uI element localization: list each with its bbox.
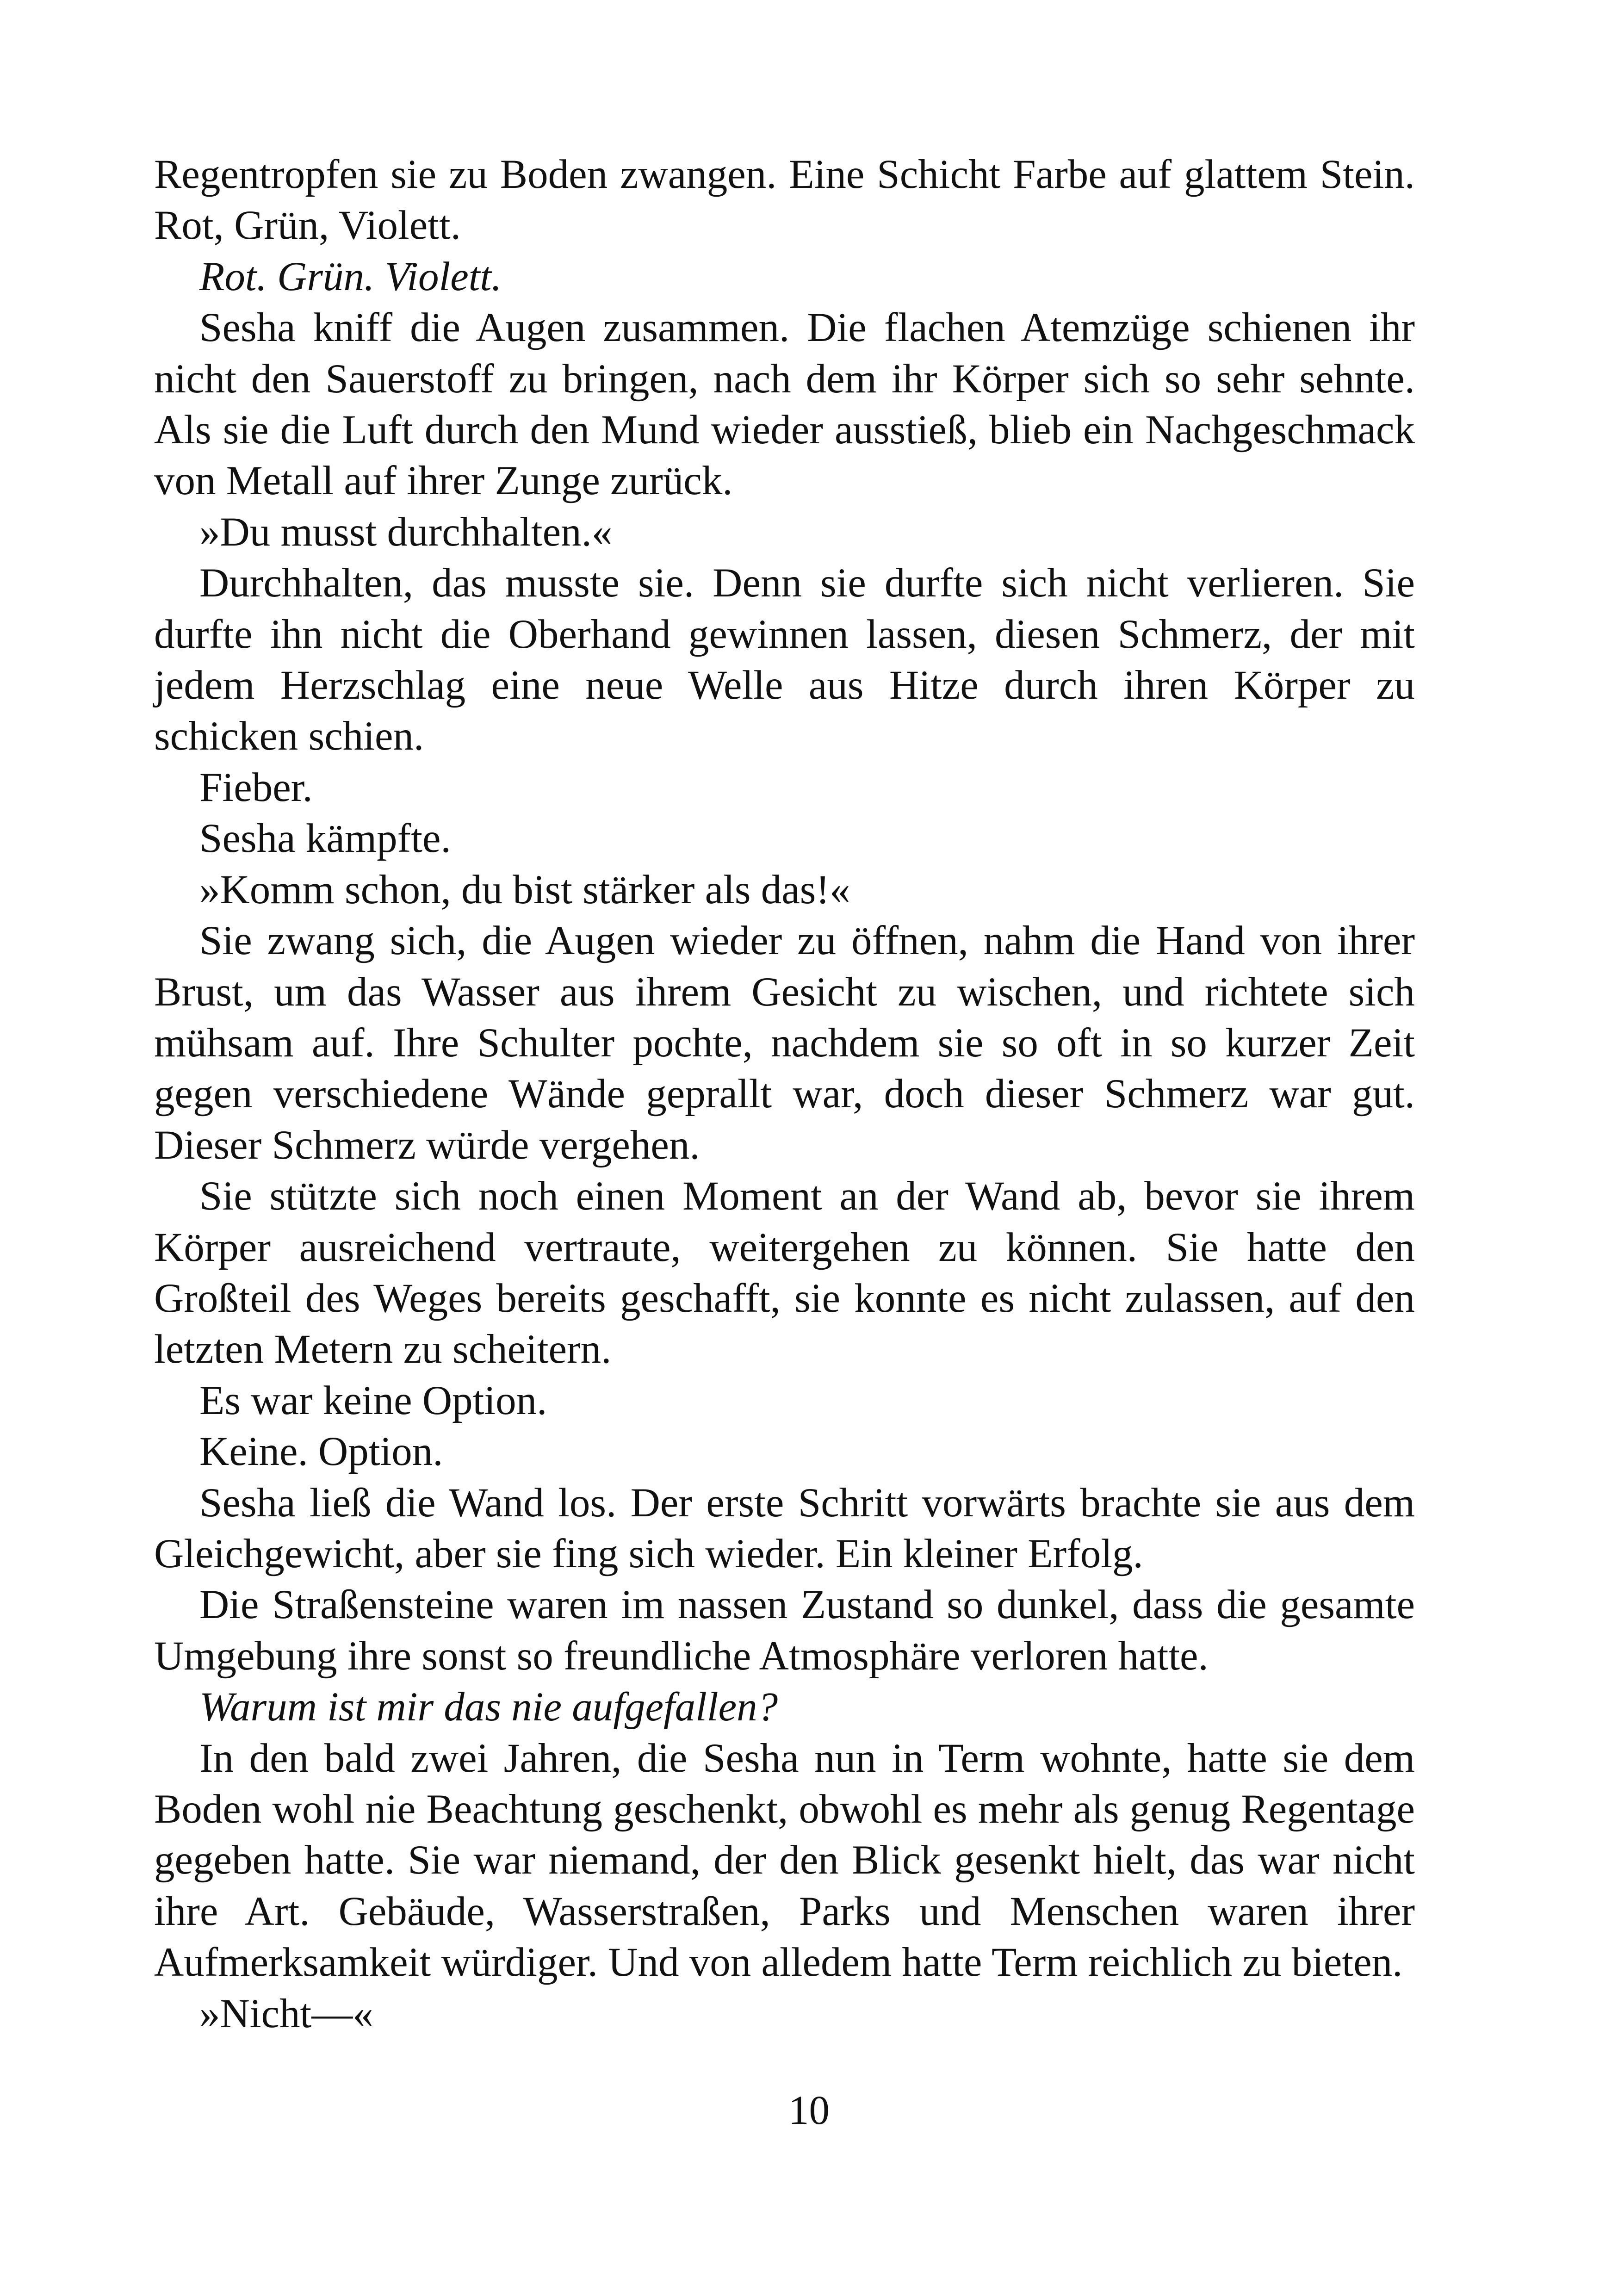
page-number: 10 — [788, 2088, 830, 2133]
paragraph: Sesha kniff die Augen zusammen. Die flachen Atemzüge schienen ihr nicht den Sauerstoff zu bringen, nach dem ihr Körper sich so sehr sehnte. Als sie die Luft durch den Mund wieder ausstieß, blieb ein Nachgeschmack von Metall auf ihrer Zunge zurück. — [154, 305, 1415, 504]
paragraph: Sie stützte sich noch einen Moment an der Wand ab, bevor sie ihrem Körper ausreichend vertraute, weitergehen zu können. Sie hatte den Großteil des Weges bereits geschafft, sie konnte es nicht zulassen, auf den letzten Metern zu scheitern. — [154, 1173, 1415, 1372]
paragraph: Sie zwang sich, die Augen wieder zu öffnen, nahm die Hand von ihrer Brust, um das Wasser aus ihrem Gesicht zu wischen, und richtete sich mühsam auf. Ihre Schulter pochte, nachdem sie so oft in so kurzer Zeit gegen verschiedene Wände geprallt war, doch dieser Schmerz war gut. Dieser Schmerz würde vergehen. — [154, 918, 1415, 1168]
paragraph: Sesha ließ die Wand los. Der erste Schritt vorwärts brachte sie aus dem Gleichgewicht, aber sie fing sich wieder. Ein kleiner Erfolg. — [154, 1480, 1415, 1576]
paragraph: Fieber. — [199, 764, 313, 810]
paragraph: Durchhalten, das musste sie. Denn sie durfte sich nicht verlieren. Sie durfte ihn nicht die Oberhand gewinnen lassen, diesen Schmerz, der mit jedem Herzschlag eine neue Welle aus Hitze durch ihren Körper zu schicken schien. — [154, 560, 1415, 759]
paragraph: »Komm schon, du bist stärker als das!« — [199, 867, 850, 912]
paragraph-italic: Rot. Grün. Violett. — [199, 254, 502, 299]
body-text — [154, 149, 1415, 2039]
paragraph: Die Straßensteine waren im nassen Zustand so dunkel, dass die gesamte Umgebung ihre sonst so freundliche Atmosphäre verloren hatte. — [154, 1582, 1415, 1679]
paragraph: Sesha kämpfte. — [199, 816, 451, 862]
paragraph-italic: Warum ist mir das nie aufgefallen? — [199, 1684, 778, 1730]
paragraph: In den bald zwei Jahren, die Sesha nun in Term wohnte, hatte sie dem Boden wohl nie Beachtung geschenkt, obwohl es mehr als genug Regentage gegeben hatte. Sie war niemand, der den Blick gesenkt hielt, das war nicht ihre Art. Gebäude, Wasserstraßen, Parks und Menschen waren ihrer Aufmerksamkeit würdiger. Und von alledem hatte Term reichlich zu bieten. — [154, 1735, 1415, 1986]
paragraph: Regentropfen sie zu Boden zwangen. Eine Schicht Farbe auf glattem Stein. Rot, Grün, Violett. — [154, 152, 1415, 248]
paragraph: »Nicht—« — [199, 1991, 373, 2036]
paragraph: »Du musst durchhalten.« — [199, 509, 613, 555]
paragraph: Keine. Option. — [199, 1429, 443, 1475]
paragraph: Es war keine Option. — [199, 1378, 547, 1423]
